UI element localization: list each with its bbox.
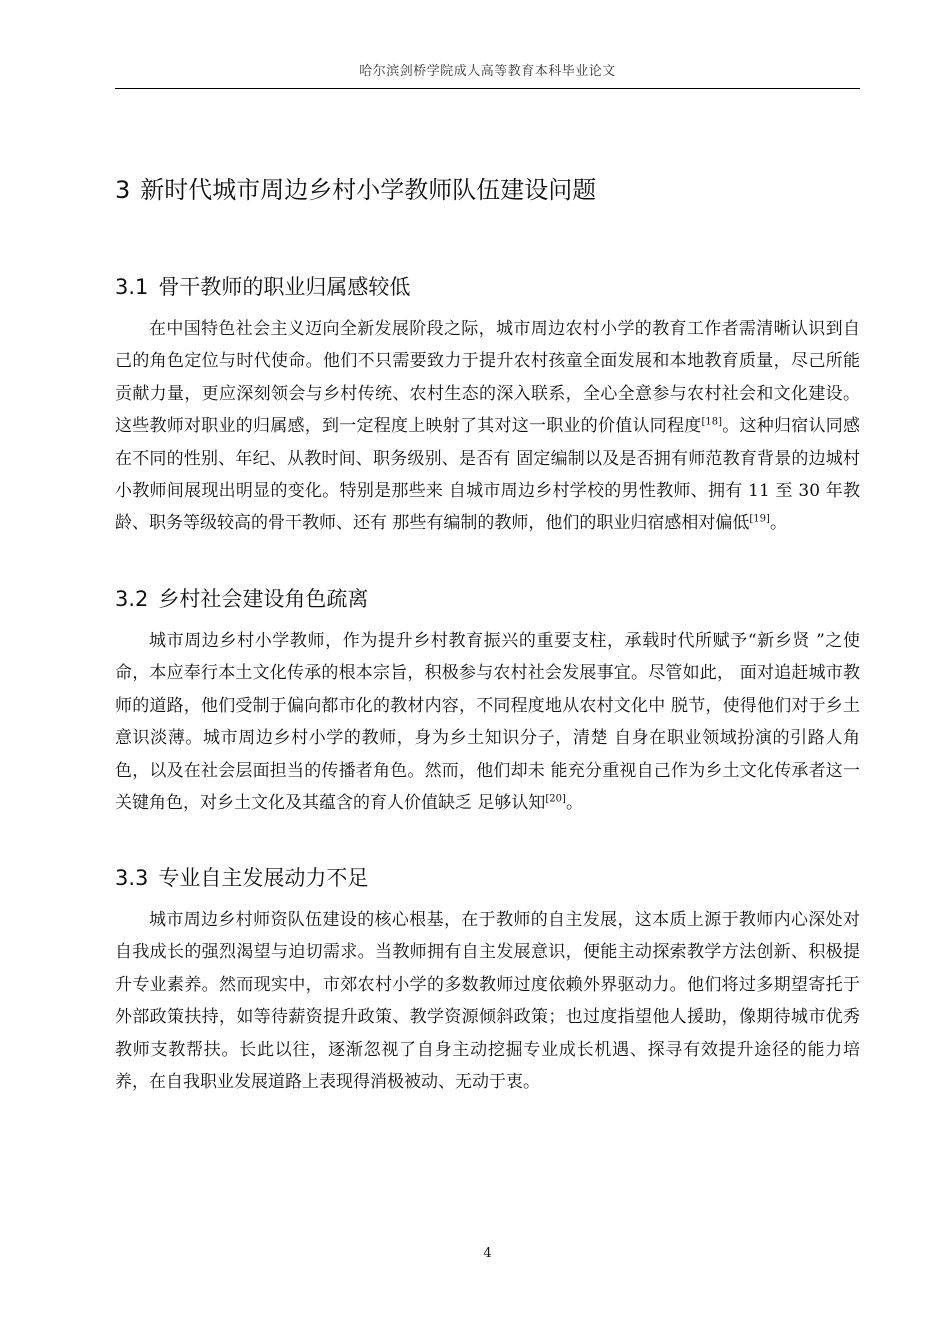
header-divider (115, 88, 860, 89)
section-3-1-paragraph (115, 313, 860, 540)
chapter-number: 3 (115, 176, 131, 204)
chapter-title: 新时代城市周边乡村小学教师队伍建设问题 (140, 176, 597, 204)
section-3-3-paragraph: 城市周边乡村师资队伍建设的核心根基，在于教师的自主发展，这本质上源于教师内心深处对自我成长的强烈渴望与迫切需求。当教师拥有自主发展意识，便能主动探索教学方法创新、积极提升专业素养。然而现实中，市郊农村小学的多数教师过度依赖外界驱动力。他们将过多期望寄托于外部政策扶持，如等待薪资提升政策、教学资源倾斜政策；也过度指望他人援助，像期待城市优秀教师支教帮扶。长此以往，逐渐忽视了自身主动挖掘专业成长机遇、探寻有效提升途径的能力培养，在自我职业发展道路上表现得消极被动、无动于衷。 (115, 910, 860, 1093)
section-heading-3-1 (115, 271, 410, 303)
chapter-heading (115, 172, 596, 208)
paragraph-text: 在中国特色社会主义迈向全新发展阶段之际，城市周边农村小学的教育工作者需清晰认识到自己的角色定位与时代使命。他们不只需要致力于提升农村孩童全面发展和本地教育质量，尽己所能贡献力量，更应深刻领会与乡村传统、农村生态的深入联系，全心全意参与农村社会和文化建设。这些教师对职业的归属感，到一定程度上映射了其对这一职业的价值认同程度 (115, 319, 860, 437)
section-number: 3.1 (115, 275, 149, 299)
section-heading-3-2 (115, 583, 368, 615)
citation-20: [20] (545, 793, 566, 805)
section-title: 乡村社会建设角色疏离 (158, 587, 369, 611)
paragraph-text: 城市周边乡村小学教师，作为提升乡村教育振兴的重要支柱，承载时代所赋予“新乡贤 ”之使命，本应奉行本土文化传承的根本宗旨，积极参与农村社会发展事宜。尽管如此， 面对追赶城市教师的道路，他们受制于偏向都市化的教材内容，不同程度地从农村文化中 脱节，使得他们对于乡土意识淡薄。城市周边乡村小学的教师，身为乡土知识分子，清楚 自身在职业领域扮演的引路人角色，以及在社会层面担当的传播者角色。然而，他们却未 能充分重视自己作为乡土文化传承者这一关键角色，对乡土文化及其蕴含的育人价值缺乏 足够认知 (115, 631, 860, 814)
citation-18: [18] (701, 416, 723, 428)
paragraph-text: 。 (565, 793, 583, 814)
section-number: 3.2 (115, 587, 149, 611)
page-number: 4 (483, 1246, 492, 1261)
section-title: 骨干教师的职业归属感较低 (158, 275, 411, 299)
paragraph-text: 。这种归宿认同感在不同的性别、年纪、从教时间、职务级别、是否有 固定编制以及是否拥有师范教育背景的边城村小教师间展现出明显的变化。特别是那些来 自城市周边乡村学校的男性教师、拥有 11 至 30 年教龄、职务等级较高的骨干教师、还有 那些有编制的教师，他们的职业归宿感相对偏低 (115, 416, 861, 534)
section-number: 3.3 (115, 866, 149, 890)
paragraph-text: 。 (769, 513, 787, 534)
citation-19: [19] (749, 513, 770, 525)
section-heading-3-3 (115, 862, 368, 894)
section-title: 专业自主发展动力不足 (158, 866, 369, 890)
section-3-2-paragraph (115, 625, 860, 819)
running-header: 哈尔滨剑桥学院成人高等教育本科毕业论文 (359, 64, 616, 79)
